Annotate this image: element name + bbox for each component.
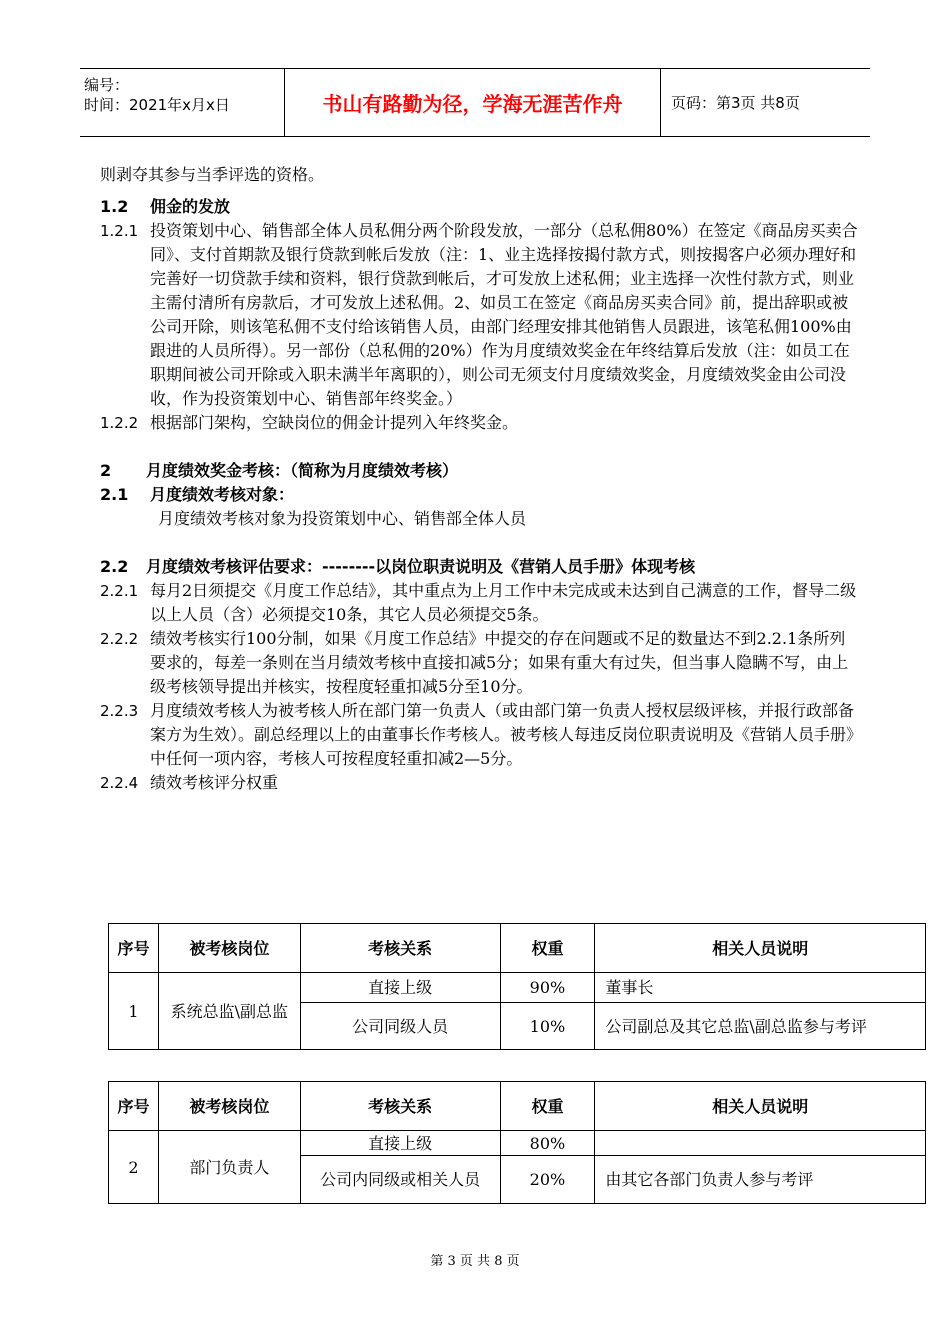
section-number: 2 bbox=[100, 461, 112, 480]
cell-post: 部门负责人 bbox=[158, 1131, 300, 1204]
cell-note: 公司副总及其它总监\副总监参与考评 bbox=[595, 1003, 926, 1050]
cell-note bbox=[595, 1131, 926, 1156]
weight-table-2 bbox=[108, 1081, 926, 1204]
clause-2-2-1 bbox=[100, 579, 860, 627]
section-2-heading bbox=[100, 459, 860, 483]
cell-weight: 90% bbox=[500, 973, 595, 1003]
cell-relation: 公司同级人员 bbox=[300, 1003, 500, 1050]
col-header-weight: 权重 bbox=[500, 1082, 595, 1131]
cell-weight: 80% bbox=[500, 1131, 595, 1156]
header-motto: 书山有路勤为径，学海无涯苦作舟 bbox=[285, 69, 661, 136]
table-row bbox=[109, 973, 926, 1003]
clause-text: 绩效考核实行100分制，如果《月度工作总结》中提交的存在问题或不足的数量达不到2.2.1条所列要求的，每差一条则在当月绩效考核中直接扣减5分；如果有重大有过失，但当事人隐瞒不写，由上级考核领导提出并核实，按程度轻重扣减5分至10分。 bbox=[150, 629, 849, 696]
col-header-seq: 序号 bbox=[109, 1082, 159, 1131]
col-header-note: 相关人员说明 bbox=[595, 924, 926, 973]
table-row bbox=[109, 1131, 926, 1156]
section-2-1-text: 月度绩效考核对象为投资策划中心、销售部全体人员 bbox=[158, 509, 527, 528]
header-number: 编号： bbox=[84, 76, 130, 94]
table-header-row bbox=[109, 924, 926, 973]
section-title: 月度绩效奖金考核：（简称为月度绩效考核） bbox=[146, 461, 459, 480]
cell-weight: 10% bbox=[500, 1003, 595, 1050]
clause-2-2-3 bbox=[100, 699, 860, 771]
clause-2-2-4 bbox=[100, 771, 860, 795]
clause-1-2-1 bbox=[100, 219, 860, 411]
cell-note: 董事长 bbox=[595, 973, 926, 1003]
clause-number: 2.2.3 bbox=[100, 702, 139, 720]
cell-seq: 1 bbox=[109, 973, 159, 1050]
clause-text: 每月2日须提交《月度工作总结》，其中重点为上月工作中未完成或未达到自己满意的工作，督导二级以上人员（含）必须提交10条，其它人员必须提交5条。 bbox=[150, 581, 857, 624]
page-header bbox=[80, 68, 870, 137]
col-header-post: 被考核岗位 bbox=[158, 1082, 300, 1131]
section-number: 2.2 bbox=[100, 557, 129, 576]
col-header-relation: 考核关系 bbox=[300, 924, 500, 973]
cell-relation: 直接上级 bbox=[300, 973, 500, 1003]
section-number: 1.2 bbox=[100, 197, 129, 216]
clause-1-2-2 bbox=[100, 411, 860, 435]
clause-text: 绩效考核评分权重 bbox=[150, 773, 279, 792]
section-2-1-heading bbox=[100, 483, 860, 507]
section-title: 佣金的发放 bbox=[150, 197, 231, 216]
clause-number: 2.2.1 bbox=[100, 582, 139, 600]
weight-table-1-wrap bbox=[100, 923, 926, 1050]
header-date: 时间：2021年x月x日 bbox=[84, 96, 230, 114]
weight-table-2-wrap bbox=[100, 1081, 926, 1204]
section-2-2-heading bbox=[100, 555, 860, 579]
col-header-weight: 权重 bbox=[500, 924, 595, 973]
clause-number: 1.2.2 bbox=[100, 414, 139, 432]
section-1-2-heading bbox=[100, 195, 860, 219]
cell-post: 系统总监\副总监 bbox=[158, 973, 300, 1050]
clause-number: 2.2.4 bbox=[100, 774, 139, 792]
intro-text: 则剥夺其参与当季评选的资格。 bbox=[100, 165, 325, 184]
clause-text: 月度绩效考核人为被考核人所在部门第一负责人（或由部门第一负责人授权层级评核，并报行政部备案方为生效）。副总经理以上的由董事长作考核人。被考核人每违反岗位职责说明及《营销人员手册》中任何一项内容，考核人可按程度轻重扣减2—5分。 bbox=[150, 701, 855, 768]
clause-text: 投资策划中心、销售部全体人员私佣分两个阶段发放，一部分（总私佣80%）在签定《商品房买卖合同》、支付首期款及银行贷款到帐后发放（注：1、业主选择按揭付款方式，则按揭客户必须办理好和完善好一切贷款手续和资料，银行贷款到帐后，才可发放上述私佣；业主选择一次性付款方式，则业主需付清所有房款后，才可发放上述私佣。2、如员工在签定《商品房买卖合同》前，提出辞职或被公司开除，则该笔私佣不支付给该销售人员，由部门经理安排其他销售人员跟进，该笔私佣100%由跟进的人员所得）。另一部份（总私佣的20%）作为月度绩效奖金在年终结算后发放（注：如员工在职期间被公司开除或入职未满半年离职的），则公司无须支付月度绩效奖金，月度绩效奖金由公司没收，作为投资策划中心、销售部年终奖金。） bbox=[150, 221, 858, 408]
section-title: 月度绩效考核评估要求：--------以岗位职责说明及《营销人员手册》体现考核 bbox=[146, 557, 696, 576]
section-title: 月度绩效考核对象： bbox=[150, 485, 295, 504]
col-header-seq: 序号 bbox=[109, 924, 159, 973]
cell-note: 由其它各部门负责人参与考评 bbox=[595, 1156, 926, 1204]
document-body bbox=[100, 163, 860, 795]
weight-table-1 bbox=[108, 923, 926, 1050]
header-meta bbox=[80, 69, 285, 136]
cell-relation: 直接上级 bbox=[300, 1131, 500, 1156]
header-page-info: 页码：第3页 共8页 bbox=[671, 94, 800, 112]
clause-number: 2.2.2 bbox=[100, 630, 139, 648]
page-footer: 第 3 页 共 8 页 bbox=[430, 1254, 520, 1269]
clause-number: 1.2.1 bbox=[100, 222, 139, 240]
cell-weight: 20% bbox=[500, 1156, 595, 1204]
col-header-note: 相关人员说明 bbox=[595, 1082, 926, 1131]
table-header-row bbox=[109, 1082, 926, 1131]
clause-2-2-2 bbox=[100, 627, 860, 699]
clause-text: 根据部门架构，空缺岗位的佣金计提列入年终奖金。 bbox=[150, 413, 519, 432]
col-header-relation: 考核关系 bbox=[300, 1082, 500, 1131]
cell-seq: 2 bbox=[109, 1131, 159, 1204]
col-header-post: 被考核岗位 bbox=[158, 924, 300, 973]
section-number: 2.1 bbox=[100, 485, 129, 504]
cell-relation: 公司内同级或相关人员 bbox=[300, 1156, 500, 1204]
